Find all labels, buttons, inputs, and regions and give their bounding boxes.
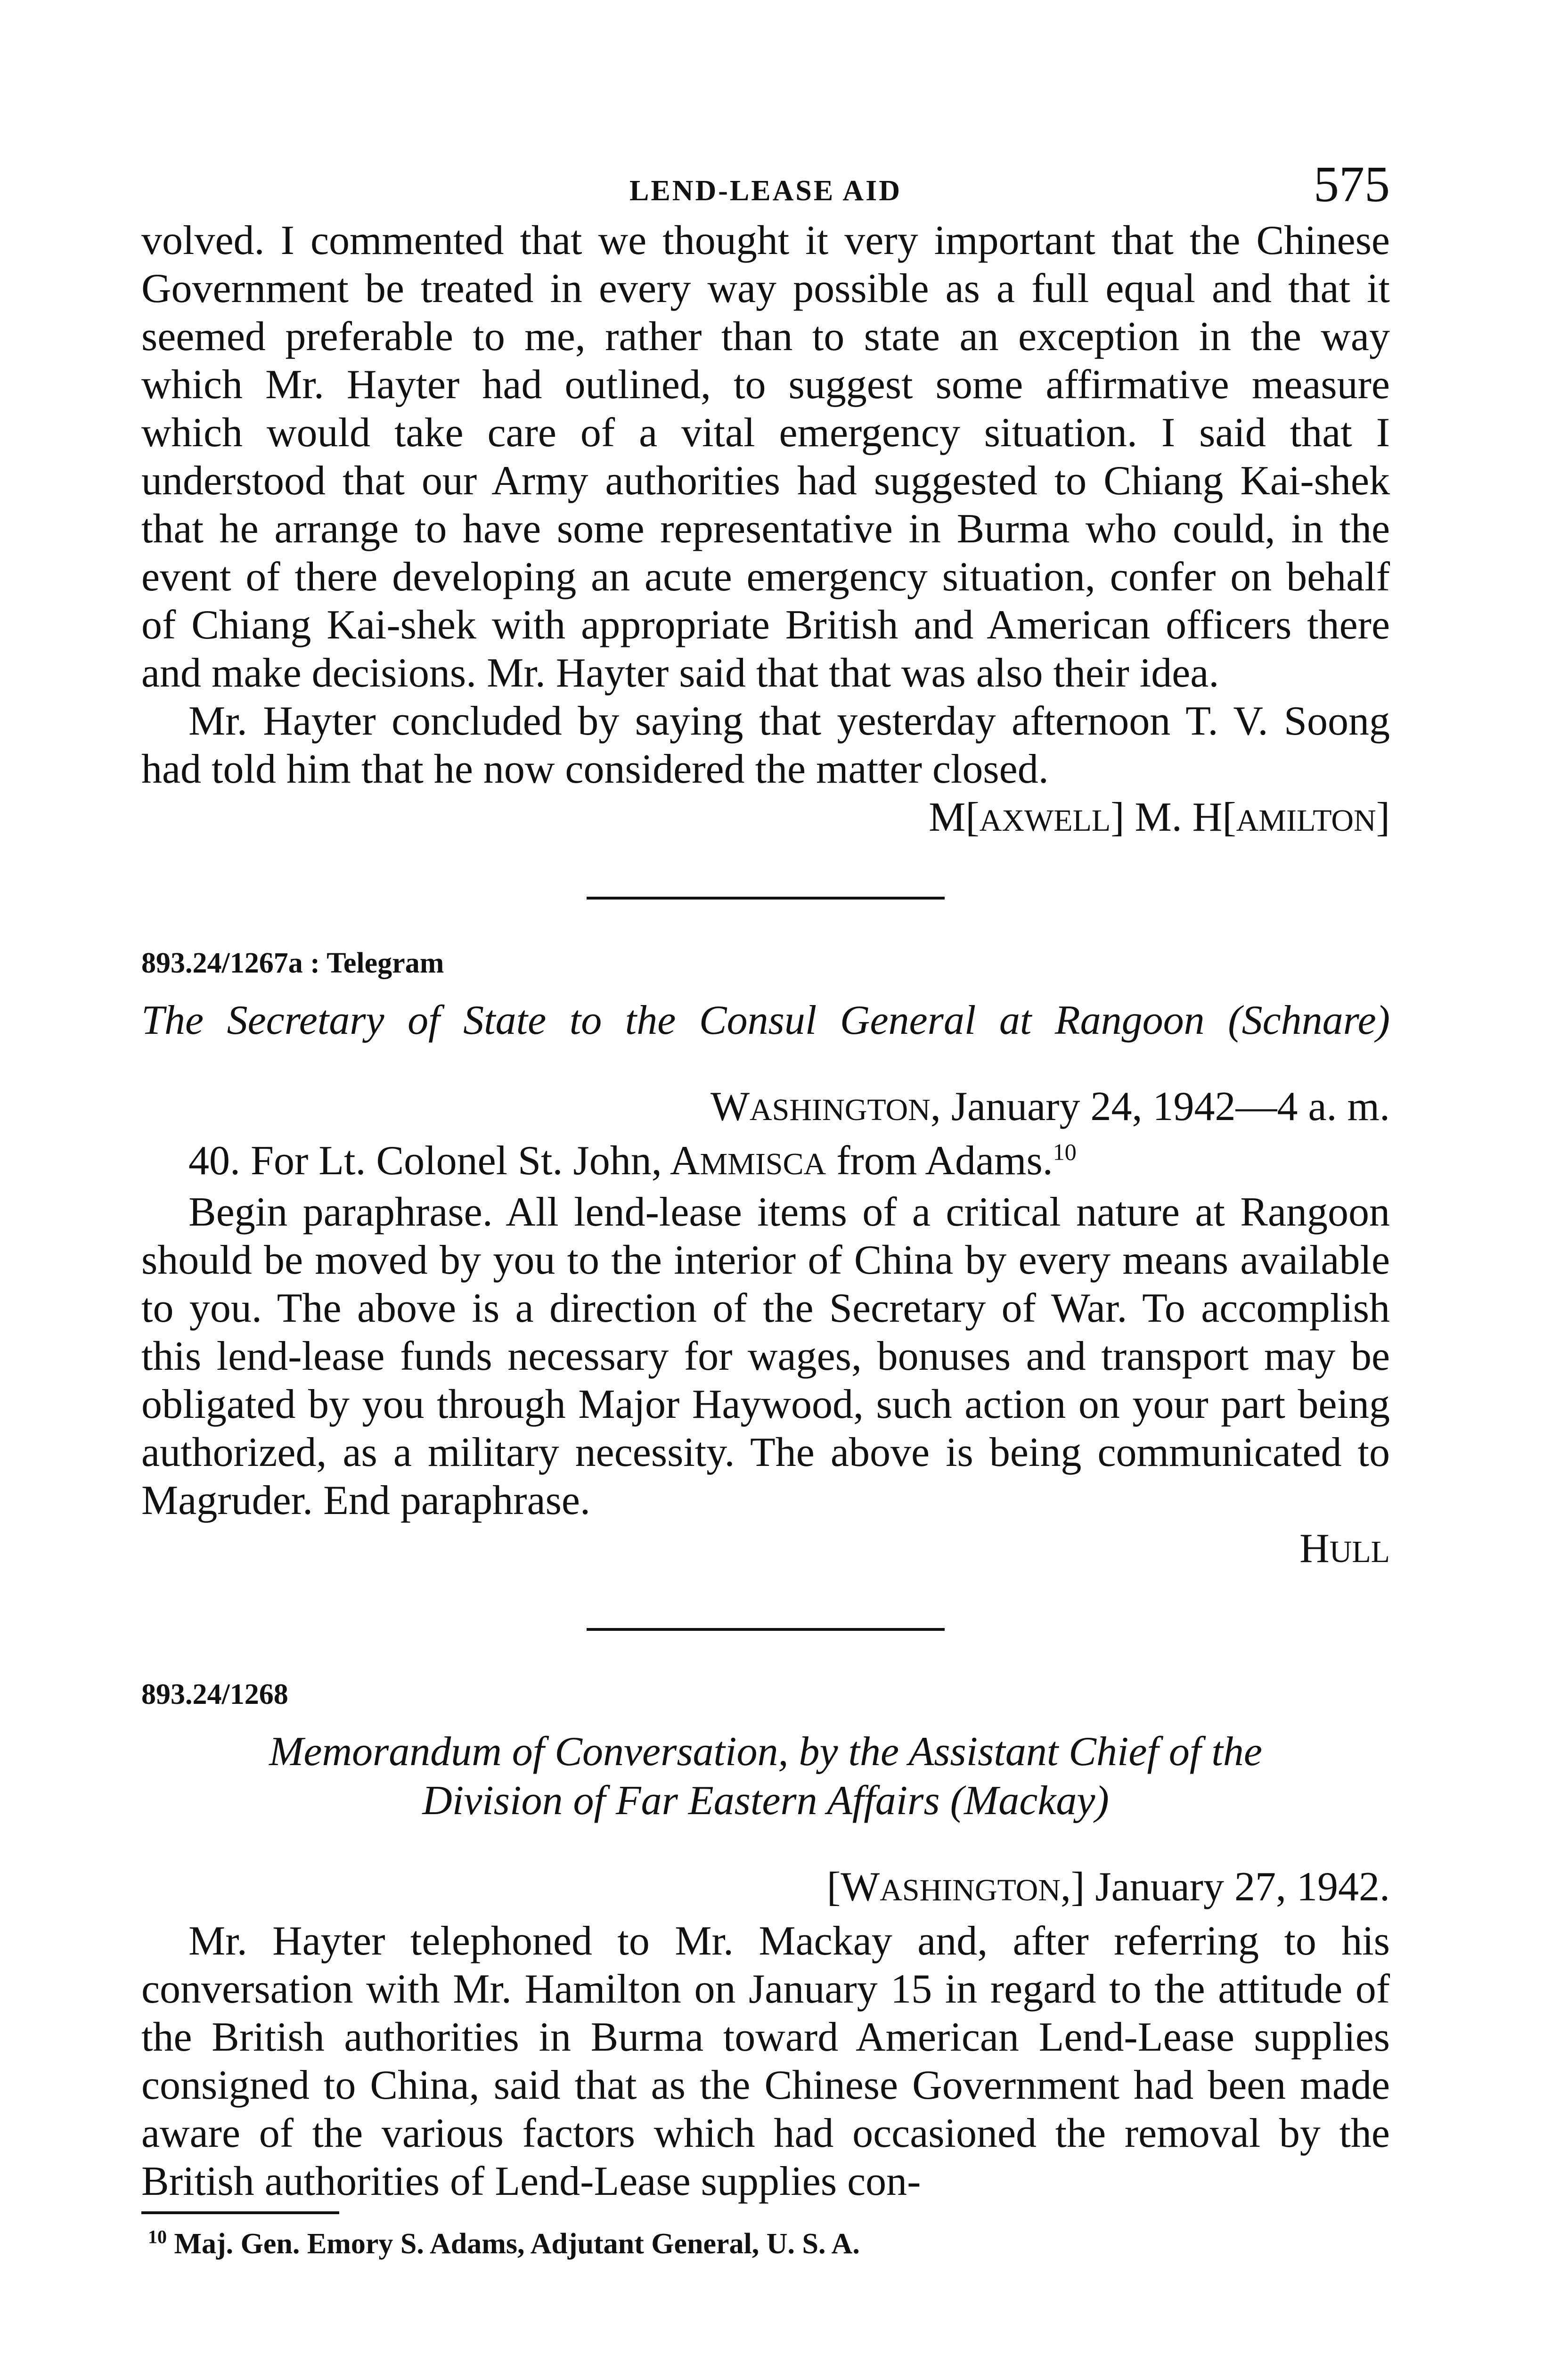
page-number: 575 (1314, 156, 1390, 213)
footnote-rule (141, 2211, 339, 2214)
file-reference: 893.24/1267a : Telegram (141, 947, 444, 979)
footnote-text: Maj. Gen. Emory S. Adams, Adjutant General, U. S. A. (174, 2228, 860, 2260)
file-reference: 893.24/1268 (141, 1678, 288, 1710)
hull-signature: HULL (1299, 1526, 1390, 1571)
page (141, 155, 1390, 2261)
footnote (148, 2227, 1390, 2261)
footnote-mark: 10 (148, 2226, 167, 2248)
section-divider (587, 897, 945, 900)
telegram-body: Begin paraphrase. All lend-lease items of a critical nature at Rangoon should be moved by you to the interior of China by every means available to you. The above is a direction of the Secretary of War. To accomplish this lend-lease funds necessary for wages, bonuses and transport may be obligated by you through Major Haywood, such action on your part being authorized, as a military necessity. The above is being communicated to Magruder. End paraphrase. (141, 1189, 1390, 1523)
telegram-opening: 40. For Lt. Colonel St. John, AMMISCA from Adams.$^{10}$ (188, 1138, 1077, 1184)
running-head (141, 155, 1390, 217)
document-heading (170, 1727, 1362, 1825)
heading-line-1: Memorandum of Conversation, by the Assistant Chief of the (269, 1729, 1262, 1775)
heading-line-2: Division of Far Eastern Affairs (Mackay) (422, 1778, 1109, 1824)
dateline: [WASHINGTON,] January 27, 1942. (826, 1864, 1390, 1910)
initials-signature: M[AXWELL] M. H[AMILTON] (929, 794, 1390, 840)
section-divider (587, 1628, 945, 1631)
footnote-reference: 10 (1053, 1138, 1077, 1165)
continuation-paragraph-2: Mr. Hayter concluded by saying that yesterday afternoon T. V. Soong had told him that he now considered the matter closed. (141, 698, 1390, 792)
memorandum-body: Mr. Hayter telephoned to Mr. Mackay and, after referring to his conversation with Mr. Hamilton on January 15 in regard to the attitude of the British authorities in Burma toward American Lend-Lease supplies consigned to China, said that as the Chinese Government had been made aware of the various factors which had occasioned the removal by the British authorities of Lend-Lease supplies con- (141, 1918, 1390, 2204)
running-head-title: LEND-LEASE AID (629, 175, 902, 207)
document-heading: The Secretary of State to the Consul General at Rangoon (Schnare) (141, 998, 1390, 1043)
dateline: WASHINGTON, January 24, 1942—4 a. m. (710, 1084, 1390, 1129)
continuation-paragraph: volved. I commented that we thought it very important that the Chinese Government be treated in every way possible as a full equal and that it seemed preferable to me, rather than to state an exception in the way which Mr. Hayter had outlined, to suggest some affirmative measure which would take care of a vital emergency situation. I said that I understood that our Army authorities had suggested to Chiang Kai-shek that he arrange to have some representative in Burma who could, in the event of there developing an acute emergency situation, confer on behalf of Chiang Kai-shek with appropriate British and American officers there and make decisions. Mr. Hayter said that that was also their idea. (141, 218, 1390, 696)
